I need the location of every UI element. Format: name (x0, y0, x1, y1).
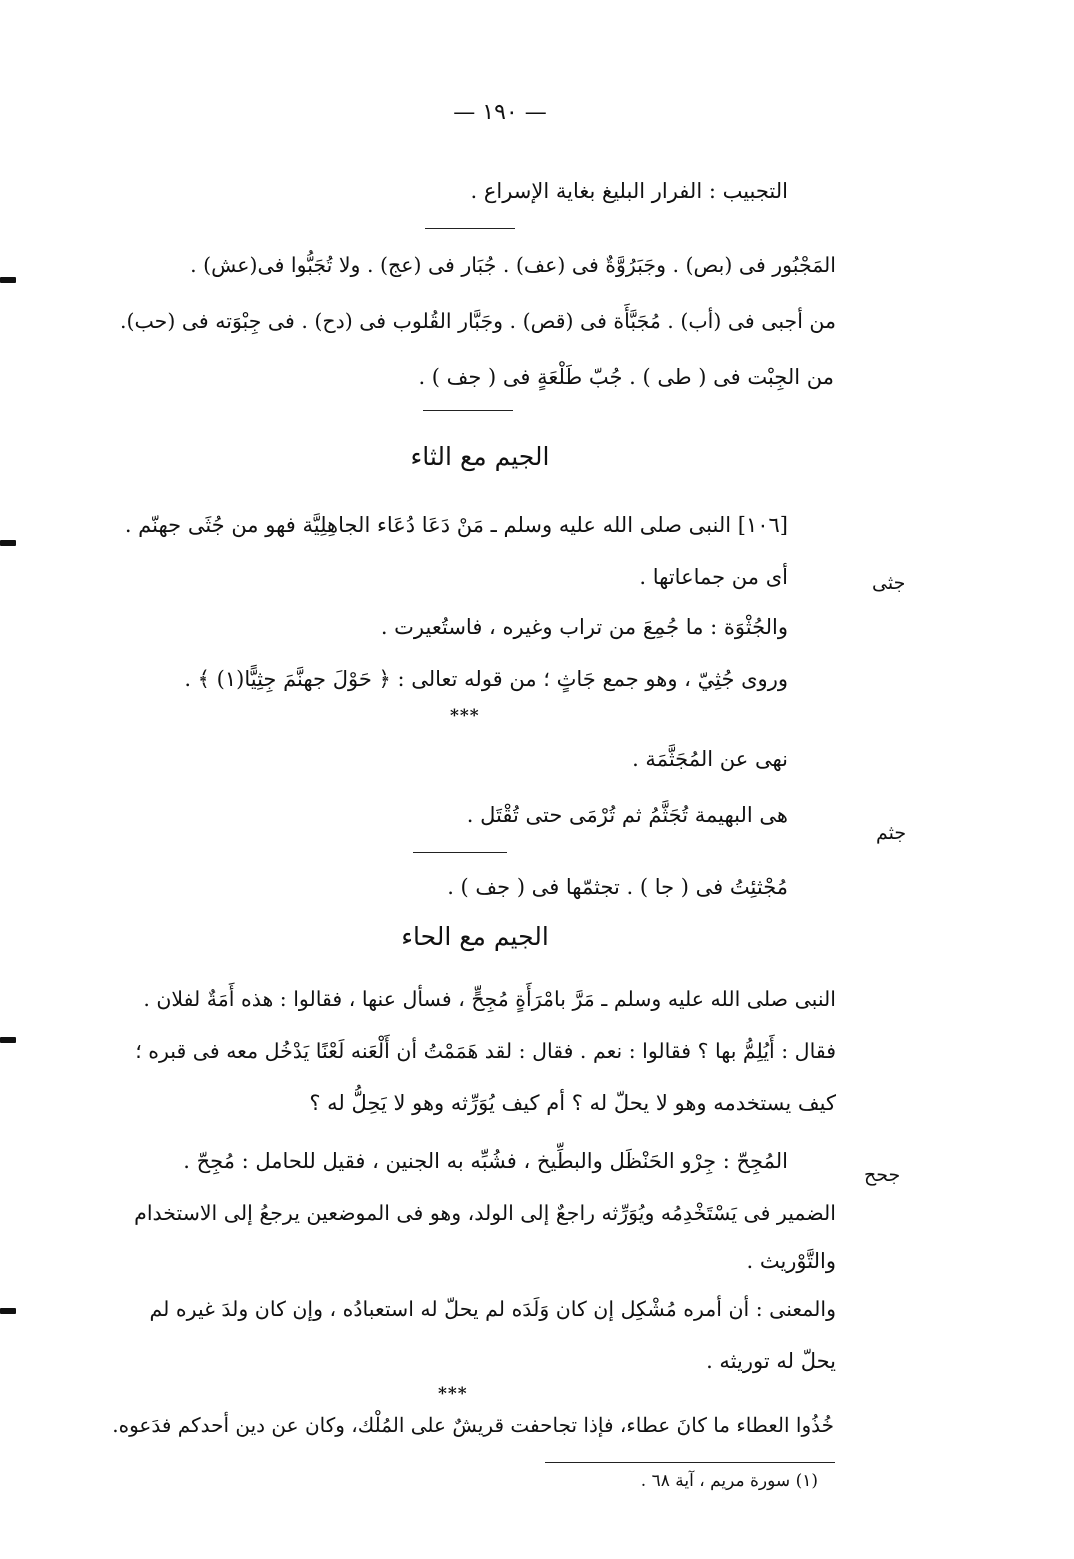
text-line-11: مُجْثئِتُ فى ( جا ) . تجثمّها فى ( جف ) . (447, 875, 788, 899)
text-line-12: النبى صلى الله عليه وسلم ـ مَرَّ بامْرَأَةٍ مُجِحٍّ ، فسأل عنها ، فقالوا : هذه أَمَةٌ لفلان . (143, 987, 836, 1011)
text-line-15: المُجِحّ : جِرْو الحَنْظَل والبطِّيخ ، فشُبِّه به الجنين ، فقيل للحامل : مُجِحّ . (183, 1149, 788, 1173)
text-line-2: المَجْبُور فى (بص) . وجَبَرُوَّةٌ فى (عف) . جُبَار فى (عج) . ولا تُجَبُّوا فى(عش) . (190, 253, 836, 277)
section-heading-jim-tha: الجيم مع الثاء (410, 442, 550, 471)
text-line-13: فقال : أَيُلِمُّ بها ؟ فقالوا : نعم . فقال : لقد هَمَمْتُ أن أَلْعَنه لَعْنًا يَدْخُل معه فى قبره ؛ (135, 1039, 836, 1063)
section-asterisks: *** (450, 706, 480, 726)
text-line-14: كيف يستخدمه وهو لا يحلّ له ؟ أم كيف يُوَرِّثه وهو لا يَحِلُّ له ؟ (309, 1091, 836, 1115)
text-line-8: وروى جُثِيّ ، وهو جمع جَاثٍ ؛ من قوله تعالى : ﴿ حَوْلَ جهنَّمَ جِثِيًّا(١) ﴾ . (184, 667, 788, 691)
footnote-rule (545, 1462, 835, 1463)
text-line-9: نهى عن المُجَثَّمَة . (632, 747, 788, 771)
binding-mark (0, 1308, 16, 1314)
margin-root-juthy: جثى (872, 572, 906, 594)
text-line-10: هى البهيمة تُجَثَّمُ ثم تُرْمَى حتى تُقْتَل . (466, 803, 788, 827)
text-line-18: والمعنى : أن أمره مُشْكِل إن كان وَلَدَه لم يحلّ له استعبادُه ، وإن كان ولدَ غيره لم (149, 1297, 836, 1321)
margin-root-jahh: جحح (864, 1164, 901, 1186)
text-line-7: والجُثْوَة : ما جُمِعَ من تراب وغيره ، فاستُعيرت . (380, 615, 788, 639)
divider-rule (413, 852, 507, 853)
text-line-19: يحلّ له توريثه . (706, 1349, 836, 1373)
entry-hadith-106: [١٠٦] النبى صلى الله عليه وسلم ـ مَنْ دَعَا دُعَاء الجاهِلِيَّة فهو من جُثَى جهنّم . (124, 513, 788, 537)
section-asterisks: *** (438, 1384, 468, 1404)
margin-root-jathm: جثم (876, 822, 907, 844)
section-heading-jim-ha: الجيم مع الحاء (401, 922, 549, 951)
binding-mark (0, 1037, 16, 1043)
page-number: — ١٩٠ — (453, 100, 547, 125)
text-line-16: الضمير فى يَسْتَخْدِمُه ويُوَرِّثه راجعٌ إلى الولد، وهو فى الموضعين يرجعُ إلى الاستخدام (134, 1201, 836, 1225)
text-line-6: أى من جماعاتها . (639, 565, 788, 589)
text-line-4: من الجِبْت فى ( طى ) . جُبّ طَلْعَةٍ فى ( جف ) . (418, 365, 834, 389)
divider-rule (423, 410, 513, 411)
binding-mark (0, 540, 16, 546)
divider-rule (425, 228, 515, 229)
text-line-17: والتَّوْريث . (746, 1249, 836, 1273)
text-line-1: التجبيب : الفرار البليغ بغاية الإسراع . (470, 179, 788, 203)
binding-mark (0, 277, 16, 283)
text-line-20: خُذُوا العطاء ما كانَ عطاء، فإذا تجاحفت قريشٌ على المُلْك، وكان عن دين أحدكم فدَعوه. (112, 1413, 834, 1437)
text-line-3: من أجبى فى (أب) . مُجَبَّأَة فى (قص) . وجَبَّار القُلوب فى (دح) . فى جِبْوَته فى (حب). (120, 309, 836, 333)
footnote: (١) سورة مريم ، آية ٦٨ . (640, 1471, 818, 1491)
